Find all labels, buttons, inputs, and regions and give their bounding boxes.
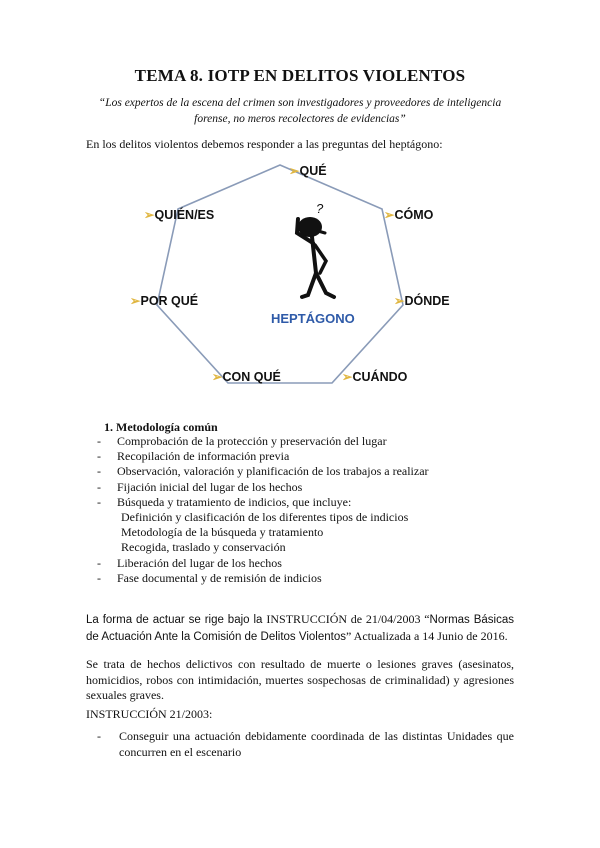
sub-list-item: Metodología de la búsqueda y tratamiento <box>121 525 324 540</box>
arrow-marker-icon: ➢ <box>384 208 395 222</box>
question-que: ➢QUÉ <box>289 164 327 178</box>
thinking-figure-icon <box>297 217 334 297</box>
instruction-paragraph: La forma de actuar se rige bajo la INSTRUCCIÓN de 21/04/2003 “Normas Básicas de Actuación Ante la Comisión de Delitos Violentos” Actualizada a 14 Junio de 2016. <box>86 612 514 643</box>
quote-line-2: forense, no meros recolectores de evidencias” <box>194 113 406 125</box>
instruction-list-item: - Conseguir una actuación debidamente coordinada de las distintas Unidades que concurren en el escenario <box>97 729 514 759</box>
question-por-que: ➢POR QUÉ <box>130 294 199 308</box>
description-paragraph: Se trata de hechos delictivos con resultado de muerte o lesiones graves (asesinatos, homicidios, robos con intimidación, muertes sospechosas de criminalidad) y agresiones sexuales graves. <box>86 657 514 702</box>
sub-list-item: Recogida, traslado y conservación <box>121 540 286 555</box>
quote <box>60 95 540 127</box>
question-cuando: ➢CUÁNDO <box>342 370 408 384</box>
arrow-marker-icon: ➢ <box>342 370 353 384</box>
list-item: - Observación, valoración y planificación de los trabajos a realizar <box>97 464 429 479</box>
list-item: - Fijación inicial del lugar de los hechos <box>97 479 303 494</box>
sub-list-item: Definición y clasificación de los diferentes tipos de indicios <box>121 509 409 524</box>
question-mark: ? <box>316 201 324 216</box>
arrow-marker-icon: ➢ <box>212 370 223 384</box>
question-quienes: ➢QUIÉN/ES <box>144 208 215 222</box>
heptagon-outline <box>157 165 403 383</box>
arrow-marker-icon: ➢ <box>289 164 300 178</box>
methodology-list <box>97 434 429 586</box>
question-donde: ➢DÓNDE <box>394 294 450 308</box>
list-item: - Liberación del lugar de los hechos <box>97 555 282 570</box>
arrow-marker-icon: ➢ <box>394 294 405 308</box>
list-item: - Fase documental y de remisión de indicios <box>97 570 322 585</box>
arrow-marker-icon: ➢ <box>144 208 155 222</box>
intro-text: En los delitos violentos debemos responder a las preguntas del heptágono: <box>86 137 443 151</box>
arrow-marker-icon: ➢ <box>130 294 141 308</box>
list-item: - Búsqueda y tratamiento de indicios, que incluye: <box>97 494 352 509</box>
list-item: - Recopilación de información previa <box>97 449 290 464</box>
heptagon-center-label: HEPTÁGONO <box>271 311 355 326</box>
question-como: ➢CÓMO <box>384 208 434 222</box>
list-item: - Comprobación de la protección y preservación del lugar <box>97 434 387 448</box>
section-heading: 1. Metodología común <box>104 420 218 434</box>
quote-line-1: “Los expertos de la escena del crimen son investigadores y proveedores de inteligencia <box>98 97 502 109</box>
instruction-heading: INSTRUCCIÓN 21/2003: <box>86 707 213 721</box>
page-title: TEMA 8. IOTP EN DELITOS VIOLENTOS <box>134 66 466 85</box>
question-con-que: ➢CON QUÉ <box>212 370 281 384</box>
heptagon-diagram <box>120 155 450 395</box>
